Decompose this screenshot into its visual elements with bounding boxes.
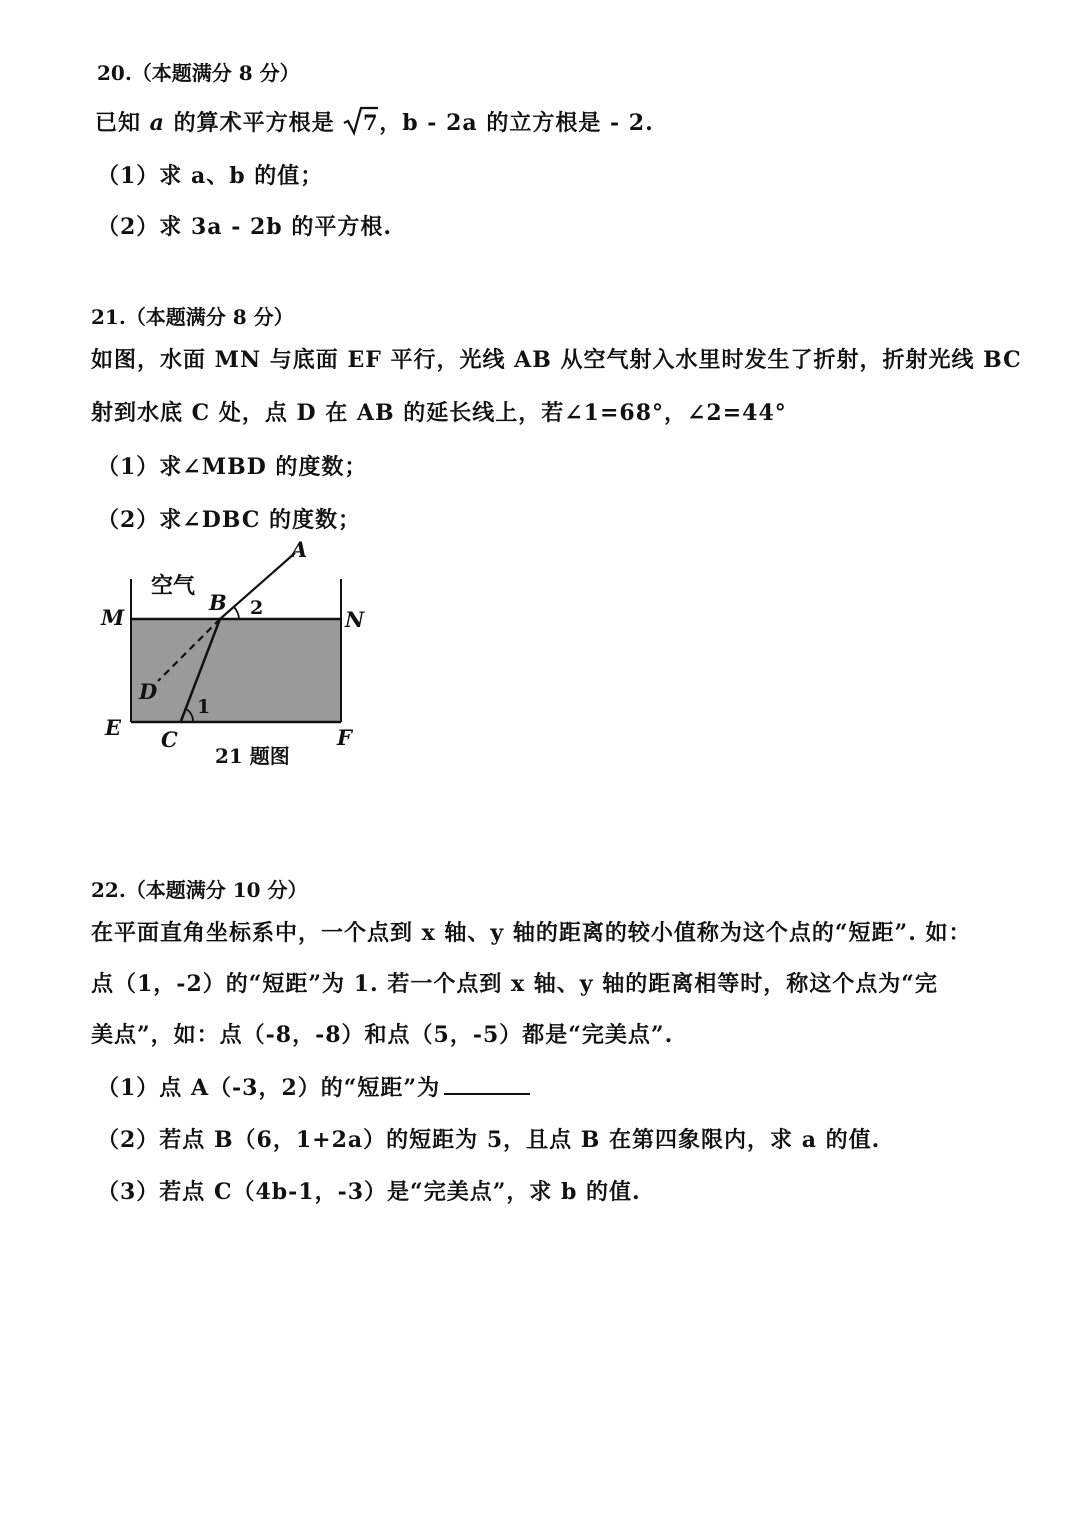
label-N: N: [345, 607, 365, 632]
water-region: [131, 619, 341, 722]
q21-part2: （2）求∠DBC 的度数；: [97, 507, 361, 533]
q20-stem-mid: 的算术平方根是: [164, 110, 344, 136]
label-D: D: [139, 679, 158, 704]
label-E: E: [105, 715, 122, 740]
q22-stem-line3: 美点”，如：点（-8，-8）和点（5，-5）都是“完美点”.: [91, 1022, 674, 1048]
q22-part3: （3）若点 C（4b-1，-3）是“完美点”，求 b 的值.: [97, 1179, 641, 1205]
q22-part1: [97, 1073, 530, 1103]
air-label: 空气: [151, 573, 196, 599]
q20-part2: （2）求 3a - 2b 的平方根.: [97, 214, 392, 240]
q22-part1-text: （1）点 A（-3，2）的“短距”为: [97, 1075, 441, 1101]
label-F: F: [337, 725, 352, 750]
q22-stem-line1: 在平面直角坐标系中，一个点到 x 轴、y 轴的距离的较小值称为这个点的“短距”. 如：: [91, 920, 972, 946]
q20-part1: （1）求 a、b 的值；: [97, 163, 324, 189]
label-B: B: [209, 590, 227, 615]
sqrt-value: 7: [363, 110, 379, 135]
sqrt-symbol: [343, 106, 379, 138]
q22-stem-line2: 点（1，-2）的“短距”为 1. 若一个点到 x 轴、y 轴的距离相等时，称这个点为“完: [91, 971, 938, 997]
q20-stem-prefix: 已知: [95, 110, 150, 136]
label-A: A: [291, 537, 308, 562]
q20-stem: [95, 106, 654, 138]
q21-part1: （1）求∠MBD 的度数；: [97, 454, 368, 480]
label-M: M: [101, 605, 125, 630]
q21-figure: [95, 535, 385, 775]
label-C: C: [161, 727, 178, 752]
q20-header: 20.（本题满分 8 分）: [97, 61, 300, 85]
q22-header: 22.（本题满分 10 分）: [91, 878, 308, 902]
q20-stem-rest: ，b - 2a 的立方根是 - 2.: [379, 110, 654, 136]
figure-caption: 21 题图: [215, 744, 290, 768]
label-angle-1: 1: [197, 696, 211, 718]
q21-header: 21.（本题满分 8 分）: [91, 305, 294, 329]
q22-part2: （2）若点 B（6，1+2a）的短距为 5，且点 B 在第四象限内，求 a 的值.: [97, 1127, 881, 1153]
label-angle-2: 2: [250, 597, 264, 619]
q20-stem-var: a: [149, 110, 165, 136]
answer-blank[interactable]: [444, 1073, 530, 1095]
q21-stem-line2: 射到水底 C 处，点 D 在 AB 的延长线上，若∠1=68°，∠2=44°: [91, 400, 787, 426]
q21-stem-line1: 如图，水面 MN 与底面 EF 平行，光线 AB 从空气射入水里时发生了折射，折射光线 BC: [91, 347, 1022, 373]
angle-2-arc: [234, 607, 239, 619]
